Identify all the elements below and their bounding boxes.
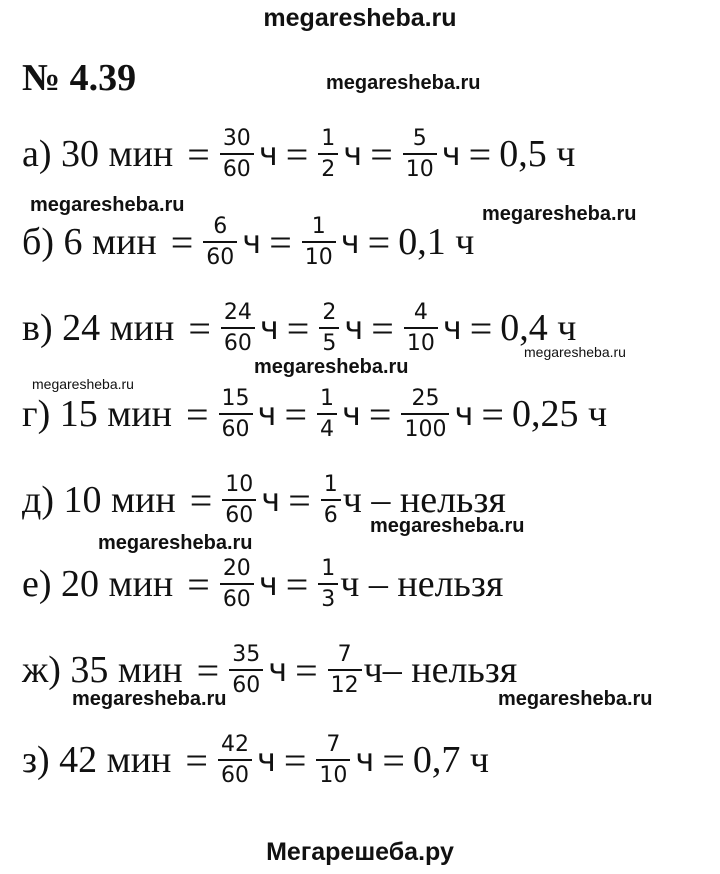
equation-row-v: в) 24 мин = $\frac{24}{60}$ ч = $\frac{2}{5}$ ч = $\frac{4}{10}$ ч = 0,4 ч	[22, 299, 577, 356]
equation-row-b: б) 6 мин = $\frac{6}{60}$ ч = $\frac{1}{10}$ ч = 0,1 ч	[22, 213, 475, 270]
result: ч – нельзя	[340, 563, 504, 605]
watermark: megaresheba.ru	[524, 344, 626, 360]
fraction: $\frac{42}{60}$	[218, 734, 252, 787]
watermark: megaresheba.ru	[30, 194, 185, 216]
watermark: megaresheba.ru	[326, 72, 481, 94]
equation-row-e: е) 20 мин = $\frac{20}{60}$ ч = $\frac{1}{3}$ ч – нельзя	[22, 555, 504, 612]
fraction: $\frac{1}{6}$	[321, 474, 341, 527]
fraction: $\frac{2}{5}$	[319, 302, 339, 355]
watermark: megaresheba.ru	[98, 532, 253, 554]
fraction: $\frac{7}{12}$	[328, 644, 362, 697]
fraction: $\frac{24}{60}$	[221, 302, 255, 355]
row-label: а) 30 мин	[22, 133, 174, 175]
row-label: з) 42 мин	[22, 739, 172, 781]
fraction: $\frac{15}{60}$	[219, 388, 253, 441]
watermark: megaresheba.ru	[72, 688, 227, 710]
fraction: $\frac{35}{60}$	[229, 644, 263, 697]
fraction: $\frac{1}{2}$	[318, 128, 338, 181]
equation-row-zh: ж) 35 мин = $\frac{35}{60}$ ч = $\frac{7}{12}$ ч– нельзя	[22, 641, 518, 698]
watermark: megaresheba.ru	[482, 203, 637, 225]
fraction: $\frac{1}{10}$	[302, 216, 336, 269]
row-label: г) 15 мин	[22, 393, 172, 435]
watermark: megaresheba.ru	[254, 356, 409, 378]
exercise-number: № 4.39	[22, 57, 137, 99]
fraction: $\frac{5}{10}$	[403, 128, 437, 181]
watermark: megaresheba.ru	[32, 376, 134, 392]
fraction: $\frac{1}{3}$	[318, 558, 338, 611]
fraction: $\frac{6}{60}$	[203, 216, 237, 269]
fraction: $\frac{7}{10}$	[316, 734, 350, 787]
equation-row-a: а) 30 мин = $\frac{30}{60}$ ч = $\frac{1}{2}$ ч = $\frac{5}{10}$ ч = 0,5 ч	[22, 125, 576, 182]
equation-row-z: з) 42 мин = $\frac{42}{60}$ ч = $\frac{7}{10}$ ч = 0,7 ч	[22, 731, 490, 788]
result: 0,7 ч	[412, 739, 490, 781]
result: 0,5 ч	[499, 133, 576, 175]
fraction: $\frac{30}{60}$	[220, 128, 254, 181]
row-label: д) 10 мин	[22, 479, 176, 521]
fraction: $\frac{1}{4}$	[317, 388, 337, 441]
watermark-bottom[interactable]: Мегарешеба.ру	[266, 838, 454, 866]
row-label: в) 24 мин	[22, 307, 175, 349]
result: ч – нельзя	[342, 479, 506, 521]
equation-row-d: д) 10 мин = $\frac{10}{60}$ ч = $\frac{1}{6}$ ч – нельзя	[22, 471, 506, 528]
row-label: е) 20 мин	[22, 563, 174, 605]
row-label: ж) 35 мин	[22, 649, 183, 691]
fraction: $\frac{25}{100}$	[401, 388, 449, 441]
watermark-top[interactable]: megaresheba.ru	[263, 4, 457, 32]
watermark: megaresheba.ru	[370, 515, 525, 537]
fraction: $\frac{10}{60}$	[222, 474, 256, 527]
result: 0,4 ч	[500, 307, 577, 349]
result: ч– нельзя	[363, 649, 518, 691]
fraction: $\frac{20}{60}$	[220, 558, 254, 611]
result: 0,25 ч	[511, 393, 608, 435]
fraction: $\frac{4}{10}$	[404, 302, 438, 355]
watermark: megaresheba.ru	[498, 688, 653, 710]
result: 0,1 ч	[398, 221, 475, 263]
equation-row-g: г) 15 мин = $\frac{15}{60}$ ч = $\frac{1}{4}$ ч = $\frac{25}{100}$ ч = 0,25 ч	[22, 385, 608, 442]
row-label: б) 6 мин	[22, 221, 157, 263]
